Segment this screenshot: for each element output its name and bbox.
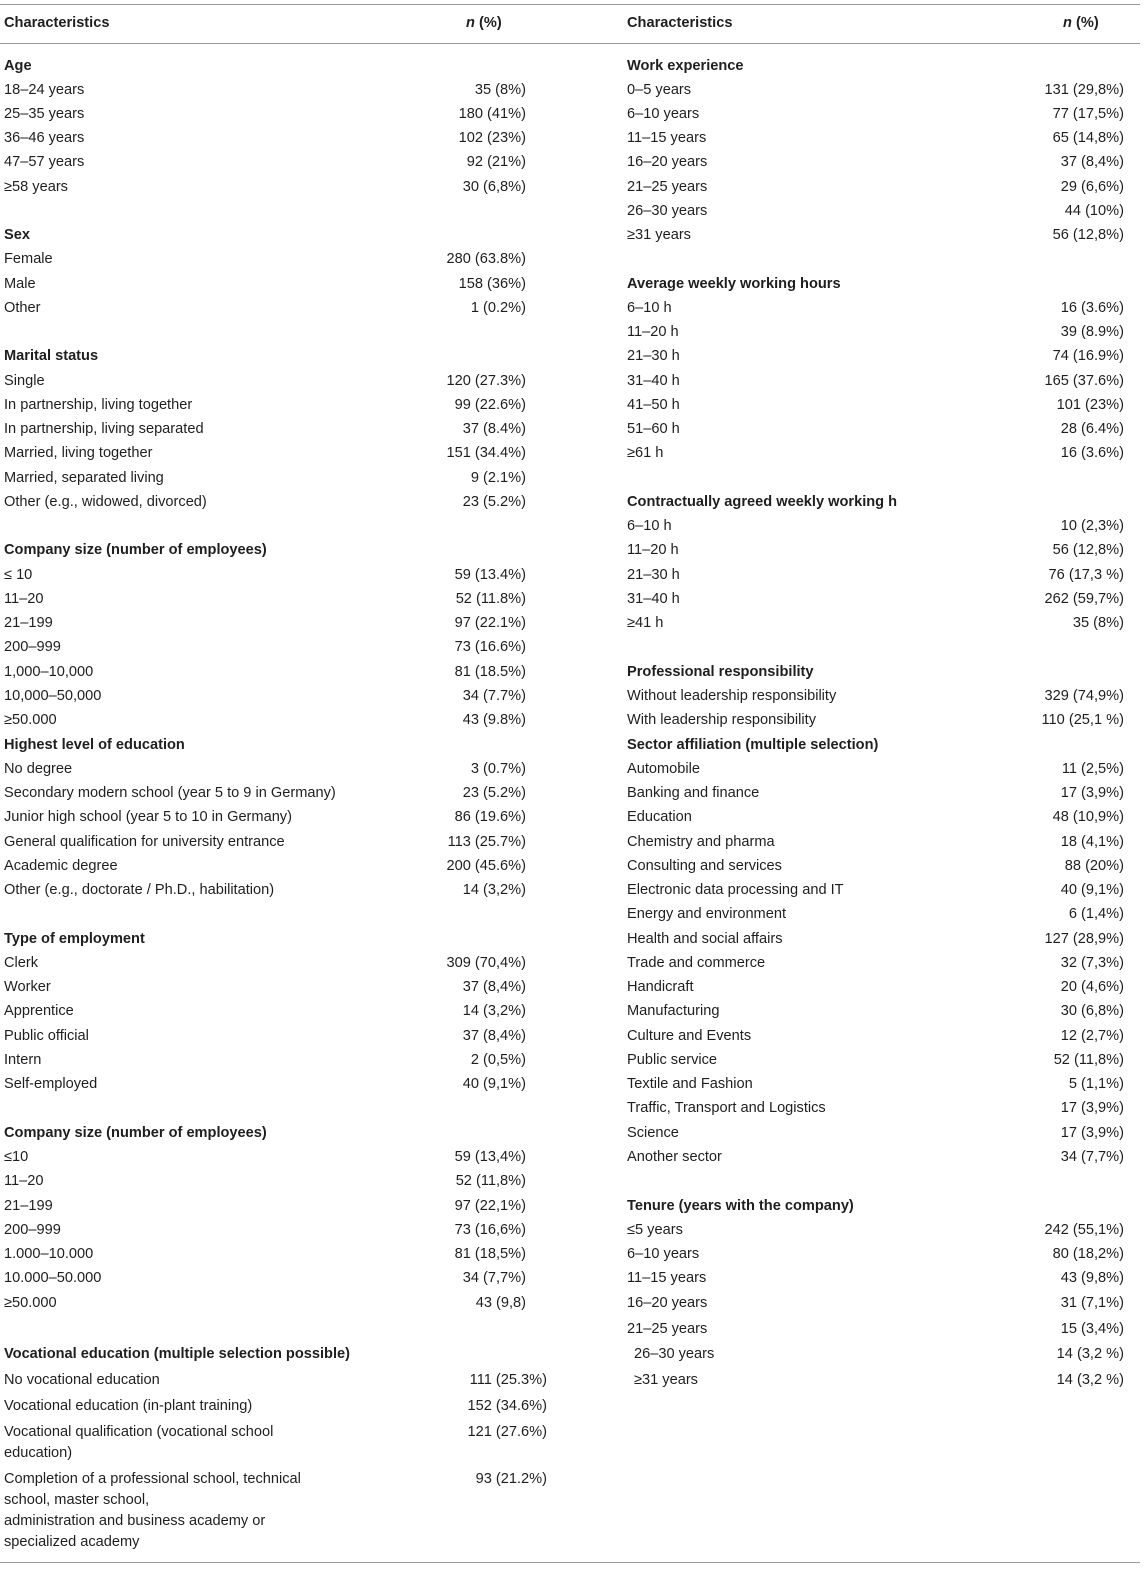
- table-bottom-rule: [0, 1562, 1140, 1563]
- row-value: 262 (59,7%): [1044, 591, 1124, 607]
- row-label: Worker: [4, 979, 51, 995]
- row-value: 37 (8.4%): [462, 421, 526, 437]
- row-label: Secondary modern school (year 5 to 9 in Germany): [4, 785, 336, 801]
- row-label: Apprentice: [4, 1003, 74, 1019]
- row-label: 1,000–10,000: [4, 664, 94, 680]
- row-value: 16 (3.6%): [1060, 445, 1124, 461]
- row-label: ≤5 years: [627, 1222, 683, 1238]
- header-n-left: [466, 13, 502, 34]
- row-label: 21–199: [4, 615, 53, 631]
- row-value: 73 (16.6%): [454, 639, 526, 655]
- row-label: 11–15 years: [627, 130, 707, 146]
- row-label: 21–25 years: [627, 1321, 708, 1337]
- row-label: 26–30 years: [627, 203, 708, 219]
- row-value: 43 (9,8): [475, 1295, 526, 1311]
- row-label: No vocational education: [4, 1372, 160, 1388]
- row-value: 16 (3.6%): [1060, 300, 1124, 316]
- section-label: Highest level of education: [4, 737, 185, 753]
- row-label: 31–40 h: [627, 373, 680, 389]
- row-value: 180 (41%): [458, 106, 526, 122]
- row-label: Automobile: [627, 761, 701, 777]
- row-value: 56 (12,8%): [1052, 542, 1124, 558]
- row-label: ≥50.000: [4, 712, 57, 728]
- row-value: 34 (7.7%): [462, 688, 526, 704]
- row-label: 11–20 h: [627, 542, 679, 558]
- row-label: Other: [4, 300, 41, 316]
- row-label: 11–20: [4, 591, 44, 607]
- row-value: 30 (6,8%): [462, 179, 526, 195]
- row-value: 242 (55,1%): [1044, 1222, 1124, 1238]
- row-label: 16–20 years: [627, 1295, 708, 1311]
- row-label: ≥31 years: [634, 1372, 698, 1388]
- row-label: education): [4, 1445, 73, 1461]
- row-value: 329 (74,9%): [1044, 688, 1124, 704]
- row-value: 34 (7,7%): [1060, 1149, 1124, 1165]
- row-label: 26–30 years: [634, 1346, 715, 1362]
- row-value: 14 (3,2 %): [1056, 1346, 1124, 1362]
- row-label: Academic degree: [4, 858, 118, 874]
- row-value: 37 (8,4%): [462, 979, 526, 995]
- row-label: In partnership, living separated: [4, 421, 204, 437]
- row-label: Other (e.g., widowed, divorced): [4, 494, 207, 510]
- row-value: 14 (3,2%): [462, 1003, 526, 1019]
- row-value: 23 (5.2%): [462, 494, 526, 510]
- section-label: Average weekly working hours: [627, 276, 841, 292]
- row-label: Handicraft: [627, 979, 694, 995]
- row-value: 102 (23%): [458, 130, 526, 146]
- row-value: 14 (3,2 %): [1056, 1372, 1124, 1388]
- row-value: 40 (9,1%): [1060, 882, 1124, 898]
- row-value: 65 (14,8%): [1052, 130, 1124, 146]
- row-value: 200 (45.6%): [446, 858, 526, 874]
- row-label: Junior high school (year 5 to 10 in Germany): [4, 809, 292, 825]
- row-label: Married, separated living: [4, 470, 164, 486]
- row-label: ≤ 10: [4, 567, 33, 583]
- section-label: Marital status: [4, 348, 99, 364]
- row-value: 121 (27.6%): [467, 1424, 547, 1440]
- row-value: 48 (10,9%): [1052, 809, 1124, 825]
- row-label: 31–40 h: [627, 591, 680, 607]
- row-label: Trade and commerce: [627, 955, 766, 971]
- row-value: 30 (6,8%): [1060, 1003, 1124, 1019]
- row-value: 28 (6.4%): [1060, 421, 1124, 437]
- header-n-percent: (%): [1071, 15, 1099, 31]
- row-label: 41–50 h: [627, 397, 680, 413]
- row-value: 37 (8,4%): [1060, 154, 1124, 170]
- row-value: 17 (3,9%): [1060, 1125, 1124, 1141]
- row-value: 152 (34.6%): [467, 1398, 547, 1414]
- header-label: Characteristics: [627, 15, 733, 31]
- section-label: Company size (number of employees): [4, 1125, 267, 1141]
- row-label: 6–10 h: [627, 518, 672, 534]
- row-label: Energy and environment: [627, 906, 787, 922]
- row-value: 52 (11,8%): [455, 1173, 526, 1189]
- row-value: 97 (22,1%): [454, 1198, 526, 1214]
- row-value: 309 (70,4%): [446, 955, 526, 971]
- table-top-rule: [0, 4, 1140, 5]
- row-label: 1.000–10.000: [4, 1246, 94, 1262]
- row-label: ≥61 h: [627, 445, 664, 461]
- row-label: 16–20 years: [627, 154, 708, 170]
- row-label: 6–10 years: [627, 106, 700, 122]
- row-label: General qualification for university entrance: [4, 834, 285, 850]
- row-value: 34 (7,7%): [462, 1270, 526, 1286]
- row-value: 113 (25.7%): [447, 834, 526, 850]
- row-value: 92 (21%): [466, 154, 526, 170]
- row-label: Without leadership responsibility: [627, 688, 837, 704]
- row-value: 52 (11,8%): [1053, 1052, 1124, 1068]
- row-value: 97 (22.1%): [454, 615, 526, 631]
- row-value: 127 (28,9%): [1044, 931, 1124, 947]
- section-label: Age: [4, 58, 32, 74]
- row-value: 151 (34.4%): [446, 445, 526, 461]
- row-value: 29 (6,6%): [1060, 179, 1124, 195]
- row-value: 81 (18,5%): [454, 1246, 526, 1262]
- section-label: Sex: [4, 227, 30, 243]
- row-label: Public official: [4, 1028, 89, 1044]
- row-value: 77 (17,5%): [1052, 106, 1124, 122]
- row-value: 44 (10%): [1064, 203, 1124, 219]
- row-label: specialized academy: [4, 1534, 140, 1550]
- row-label: 11–20 h: [627, 324, 679, 340]
- row-value: 165 (37.6%): [1044, 373, 1124, 389]
- row-label: 10,000–50,000: [4, 688, 102, 704]
- section-label: Sector affiliation (multiple selection): [627, 737, 879, 753]
- row-label: 21–30 h: [627, 567, 680, 583]
- row-value: 56 (12,8%): [1052, 227, 1124, 243]
- row-value: 17 (3,9%): [1060, 1100, 1124, 1116]
- row-label: 51–60 h: [627, 421, 680, 437]
- row-label: Health and social affairs: [627, 931, 783, 947]
- section-label: Company size (number of employees): [4, 542, 267, 558]
- row-label: No degree: [4, 761, 73, 777]
- row-value: 131 (29,8%): [1044, 82, 1124, 98]
- section-label: Contractually agreed weekly working h: [627, 494, 898, 510]
- row-label: Single: [4, 373, 45, 389]
- row-label: Female: [4, 251, 53, 267]
- row-value: 59 (13.4%): [454, 567, 526, 583]
- row-value: 18 (4,1%): [1060, 834, 1124, 850]
- row-label: Science: [627, 1125, 679, 1141]
- row-label: 0–5 years: [627, 82, 692, 98]
- row-value: 37 (8,4%): [462, 1028, 526, 1044]
- header-n-italic: n: [466, 15, 475, 31]
- row-value: 17 (3,9%): [1060, 785, 1124, 801]
- row-value: 10 (2,3%): [1060, 518, 1124, 534]
- row-label: Chemistry and pharma: [627, 834, 775, 850]
- row-value: 23 (5.2%): [462, 785, 526, 801]
- row-label: Education: [627, 809, 692, 825]
- row-label: Self-employed: [4, 1076, 98, 1092]
- row-label: 25–35 years: [4, 106, 85, 122]
- row-label: ≥31 years: [627, 227, 691, 243]
- row-value: 86 (19.6%): [454, 809, 526, 825]
- row-value: 43 (9.8%): [462, 712, 526, 728]
- row-label: 200–999: [4, 639, 61, 655]
- row-value: 120 (27.3%): [446, 373, 526, 389]
- row-label: 47–57 years: [4, 154, 85, 170]
- row-label: Vocational education (in-plant training): [4, 1398, 253, 1414]
- row-label: Vocational qualification (vocational school: [4, 1424, 274, 1440]
- row-value: 14 (3,2%): [462, 882, 526, 898]
- row-value: 11 (2,5%): [1061, 761, 1124, 777]
- header-label: Characteristics: [4, 15, 110, 31]
- row-label: 10.000–50.000: [4, 1270, 102, 1286]
- row-value: 12 (2,7%): [1060, 1028, 1124, 1044]
- header-n-right: [1063, 13, 1099, 34]
- header-n-percent: (%): [474, 15, 502, 31]
- row-value: 76 (17,3 %): [1048, 567, 1124, 583]
- row-value: 111 (25.3%): [469, 1372, 547, 1388]
- row-value: 15 (3,4%): [1060, 1321, 1124, 1337]
- row-value: 39 (8.9%): [1060, 324, 1124, 340]
- row-label: Another sector: [627, 1149, 722, 1165]
- row-value: 93 (21.2%): [475, 1471, 547, 1487]
- row-label: ≥58 years: [4, 179, 68, 195]
- row-value: 158 (36%): [458, 276, 526, 292]
- row-value: 52 (11.8%): [455, 591, 526, 607]
- row-value: 31 (7,1%): [1060, 1295, 1124, 1311]
- row-label: 6–10 h: [627, 300, 672, 316]
- row-label: Public service: [627, 1052, 718, 1068]
- row-value: 2 (0,5%): [470, 1052, 526, 1068]
- row-value: 59 (13,4%): [454, 1149, 526, 1165]
- row-value: 5 (1,1%): [1068, 1076, 1124, 1092]
- row-value: 81 (18.5%): [454, 664, 526, 680]
- row-value: 99 (22.6%): [454, 397, 526, 413]
- row-value: 101 (23%): [1056, 397, 1124, 413]
- section-label: Vocational education (multiple selection possible): [4, 1346, 350, 1362]
- row-label: Banking and finance: [627, 785, 760, 801]
- row-label: 11–20: [4, 1173, 44, 1189]
- section-label: Tenure (years with the company): [627, 1198, 854, 1214]
- row-label: Textile and Fashion: [627, 1076, 753, 1092]
- row-label: ≥50.000: [4, 1295, 57, 1311]
- row-value: 80 (18,2%): [1052, 1246, 1124, 1262]
- row-label: With leadership responsibility: [627, 712, 816, 728]
- row-value: 74 (16.9%): [1052, 348, 1124, 364]
- row-label: 200–999: [4, 1222, 61, 1238]
- row-label: 21–199: [4, 1198, 53, 1214]
- section-label: Type of employment: [4, 931, 145, 947]
- section-label: Professional responsibility: [627, 664, 814, 680]
- row-label: Electronic data processing and IT: [627, 882, 844, 898]
- header-bottom-rule: [0, 43, 1140, 44]
- row-label: Culture and Events: [627, 1028, 752, 1044]
- row-value: 73 (16,6%): [454, 1222, 526, 1238]
- row-value: 88 (20%): [1064, 858, 1124, 874]
- row-value: 32 (7,3%): [1060, 955, 1124, 971]
- row-label: Married, living together: [4, 445, 153, 461]
- header-n-italic: n: [1063, 15, 1072, 31]
- row-label: ≥41 h: [627, 615, 664, 631]
- row-label: Consulting and services: [627, 858, 782, 874]
- row-value: 40 (9,1%): [462, 1076, 526, 1092]
- row-label: school, master school,: [4, 1492, 150, 1508]
- row-label: administration and business academy or: [4, 1513, 266, 1529]
- row-label: 18–24 years: [4, 82, 85, 98]
- row-label: Other (e.g., doctorate / Ph.D., habilitation): [4, 882, 275, 898]
- row-label: 36–46 years: [4, 130, 85, 146]
- row-value: 35 (8%): [474, 82, 526, 98]
- row-label: Male: [4, 276, 36, 292]
- row-value: 9 (2.1%): [470, 470, 526, 486]
- row-value: 1 (0.2%): [470, 300, 526, 316]
- row-value: 110 (25,1 %): [1041, 712, 1124, 728]
- row-label: 6–10 years: [627, 1246, 700, 1262]
- row-label: 21–30 h: [627, 348, 680, 364]
- row-value: 6 (1,4%): [1068, 906, 1124, 922]
- section-label: Work experience: [627, 58, 744, 74]
- row-value: 3 (0.7%): [470, 761, 526, 777]
- row-label: Clerk: [4, 955, 39, 971]
- row-value: 35 (8%): [1072, 615, 1124, 631]
- row-value: 43 (9,8%): [1060, 1270, 1124, 1286]
- row-label: Traffic, Transport and Logistics: [627, 1100, 826, 1116]
- row-value: 20 (4,6%): [1060, 979, 1124, 995]
- row-label: 11–15 years: [627, 1270, 707, 1286]
- row-label: Manufacturing: [627, 1003, 720, 1019]
- row-label: 21–25 years: [627, 179, 708, 195]
- row-label: Completion of a professional school, technical: [4, 1471, 301, 1487]
- row-label: In partnership, living together: [4, 397, 193, 413]
- row-value: 280 (63.8%): [446, 251, 526, 267]
- row-label: Intern: [4, 1052, 42, 1068]
- row-label: ≤10: [4, 1149, 29, 1165]
